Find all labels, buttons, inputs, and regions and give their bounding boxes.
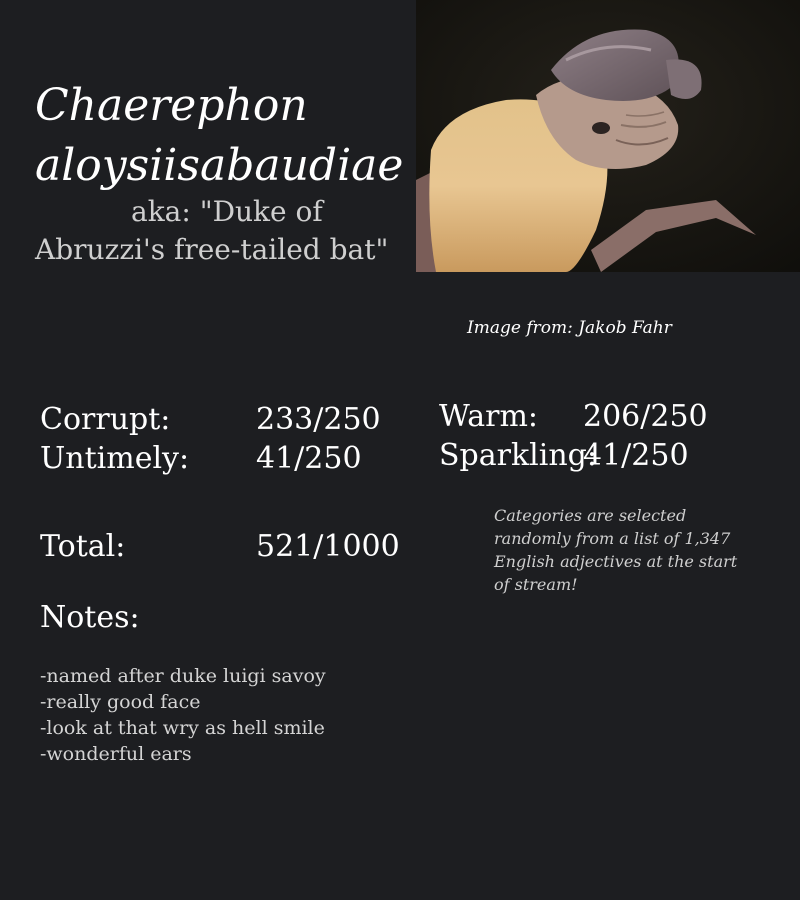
bat-illustration bbox=[416, 0, 800, 272]
bat-photo bbox=[416, 0, 800, 272]
scientific-name bbox=[35, 76, 405, 196]
score-label-warm: Warm: bbox=[439, 399, 539, 434]
list-item: -look at that wry as hell smile bbox=[40, 717, 325, 739]
list-item: -really good face bbox=[40, 691, 201, 713]
scientific-name-line1: Chaerephon bbox=[35, 80, 308, 131]
notes-heading: Notes: bbox=[40, 600, 140, 635]
list-item: -named after duke luigi savoy bbox=[40, 665, 326, 687]
scientific-name-line2: aloysiisabaudiae bbox=[35, 140, 404, 191]
score-value-total: 521/1000 bbox=[256, 529, 400, 564]
score-value-sparkling: 41/250 bbox=[583, 438, 689, 473]
score-label-sparkling: Sparkling: bbox=[439, 438, 597, 473]
list-item: -wonderful ears bbox=[40, 743, 192, 765]
image-credit: Image from: Jakob Fahr bbox=[467, 318, 672, 338]
score-value-corrupt: 233/250 bbox=[256, 402, 381, 437]
score-value-untimely: 41/250 bbox=[256, 441, 362, 476]
score-label-corrupt: Corrupt: bbox=[40, 402, 171, 437]
score-label-total: Total: bbox=[40, 529, 126, 564]
score-value-warm: 206/250 bbox=[583, 399, 708, 434]
categories-note: Categories are selected randomly from a list of 1,347 English adjectives at the start of stream! bbox=[494, 506, 738, 594]
notes-list bbox=[40, 663, 326, 767]
common-name: aka: "Duke of Abruzzi's free-tailed bat" bbox=[35, 195, 389, 266]
score-label-untimely: Untimely: bbox=[40, 441, 190, 476]
